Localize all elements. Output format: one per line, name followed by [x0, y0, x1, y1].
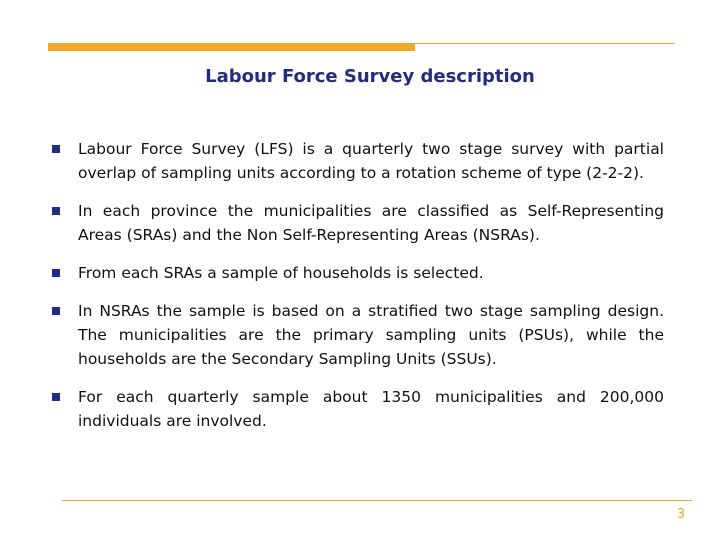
header-accent-line — [415, 43, 675, 44]
bullet-item — [52, 137, 664, 185]
bullet-item — [52, 299, 664, 371]
square-bullet-icon — [52, 307, 60, 315]
bullet-text: From each SRAs a sample of households is selected. — [78, 264, 484, 282]
page-number: 3 — [676, 507, 685, 522]
square-bullet-icon — [52, 269, 60, 277]
square-bullet-icon — [52, 145, 60, 153]
bullet-item — [52, 199, 664, 247]
slide-title: Labour Force Survey description — [205, 66, 535, 87]
square-bullet-icon — [52, 393, 60, 401]
square-bullet-icon — [52, 207, 60, 215]
bullet-item — [52, 261, 664, 285]
footer-divider — [62, 500, 692, 501]
bullet-text: Labour Force Survey (LFS) is a quarterly two stage survey with partial overlap of sampling units according to a rotation scheme of type (2-2-2). — [78, 140, 664, 182]
bullet-text: In NSRAs the sample is based on a stratified two stage sampling design. The municipalities are the primary sampling units (PSUs), while the households are the Secondary Sampling Units (SSUs). — [78, 302, 664, 368]
bullet-text: For each quarterly sample about 1350 municipalities and 200,000 individuals are involved. — [78, 388, 664, 430]
bullet-list — [52, 137, 664, 447]
bullet-item — [52, 385, 664, 433]
header-accent-bar — [48, 43, 415, 51]
bullet-text: In each province the municipalities are classified as Self-Representing Areas (SRAs) and the Non Self-Representing Areas (NSRAs). — [78, 202, 664, 244]
